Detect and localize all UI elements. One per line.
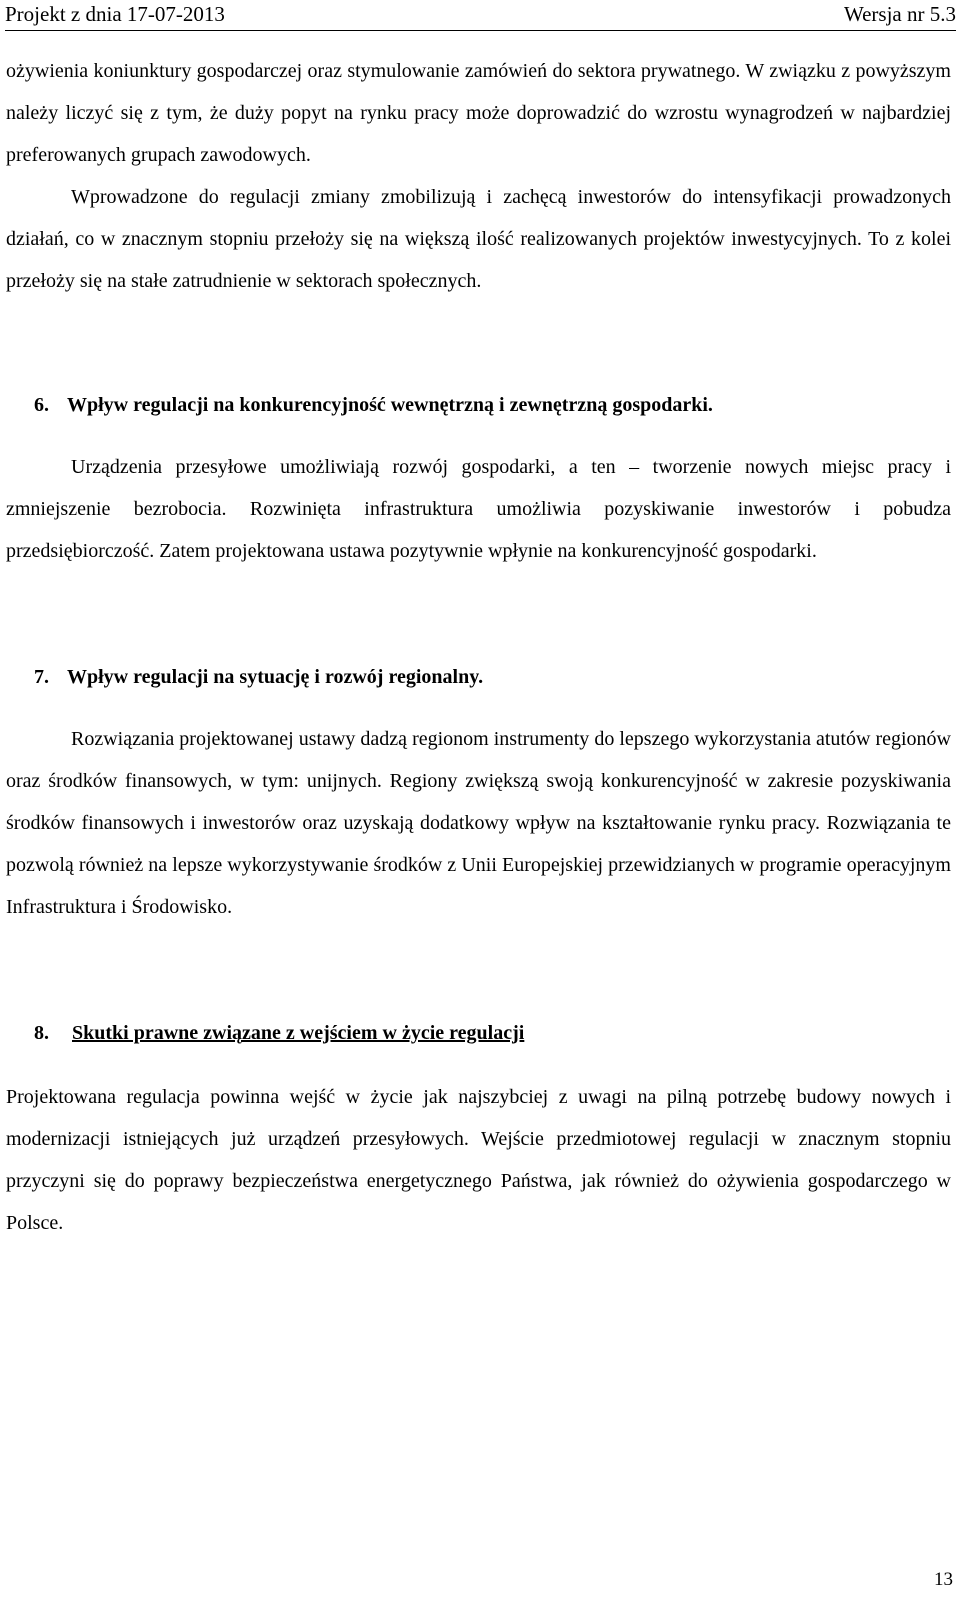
paragraph-regional: Rozwiązania projektowanej ustawy dadzą regionom instrumenty do lepszego wykorzystania atutów regionów oraz środków finansowych, w tym: unijnych. Regiony zwiększą swoją konkurencyjność w zakresie pozyskiwania środków finansowych i inwestorów oraz uzyskają dodatkowy wpływ na kształtowanie rynku pracy. Rozwiązania te pozwolą również na lepsze wykorzystywanie środków z Unii Europejskiej przewidzianych w programie operacyjnym Infrastruktura i Środowisko. <box>6 728 951 918</box>
page-header <box>5 0 956 31</box>
page-number: 13 <box>934 1569 953 1590</box>
section-heading-8 <box>6 1018 951 1048</box>
section-title: Wpływ regulacji na sytuację i rozwój regionalny. <box>67 666 484 688</box>
section-number: 6. <box>34 394 49 416</box>
section-heading-7 <box>6 662 951 692</box>
section-heading-6 <box>6 390 951 420</box>
section-number: 8. <box>34 1022 49 1044</box>
section-number: 7. <box>34 666 49 688</box>
section-title: Skutki prawne związane z wejściem w życie regulacji <box>72 1022 525 1044</box>
paragraph-legal-effects: Projektowana regulacja powinna wejść w życie jak najszybciej z uwagi na pilną potrzebę budowy nowych i modernizacji istniejących już urządzeń przesyłowych. Wejście przedmiotowej regulacji w znacznym stopniu przyczyni się do poprawy bezpieczeństwa energetycznego Państwa, jak również do ożywienia gospodarczego w Polsce. <box>6 1086 951 1234</box>
document-version-date: Projekt z dnia 17-07-2013 <box>5 2 225 26</box>
paragraph-continuation: ożywienia koniunktury gospodarczej oraz stymulowanie zamówień do sektora prywatnego. W związku z powyższym należy liczyć się z tym, że duży popyt na rynku pracy może doprowadzić do wzrostu wynagrodzeń w najbardziej preferowanych grupach zawodowych. <box>6 60 951 166</box>
section-title: Wpływ regulacji na konkurencyjność wewnętrzną i zewnętrzną gospodarki. <box>67 394 713 416</box>
paragraph-competitiveness: Urządzenia przesyłowe umożliwiają rozwój gospodarki, a ten – tworzenie nowych miejsc pracy i zmniejszenie bezrobocia. Rozwinięta infrastruktura umożliwia pozyskiwanie inwestorów i pobudza przedsiębiorczość. Zatem projektowana ustawa pozytywnie wpłynie na konkurencyjność gospodarki. <box>6 456 951 562</box>
document-version-number: Wersja nr 5.3 <box>843 2 956 26</box>
paragraph-investors: Wprowadzone do regulacji zmiany zmobilizują i zachęcą inwestorów do intensyfikacji prowadzonych działań, co w znacznym stopniu przełoży się na większą ilość realizowanych projektów inwestycyjnych. To z kolei przełoży się na stałe zatrudnienie w sektorach społecznych. <box>6 186 951 292</box>
